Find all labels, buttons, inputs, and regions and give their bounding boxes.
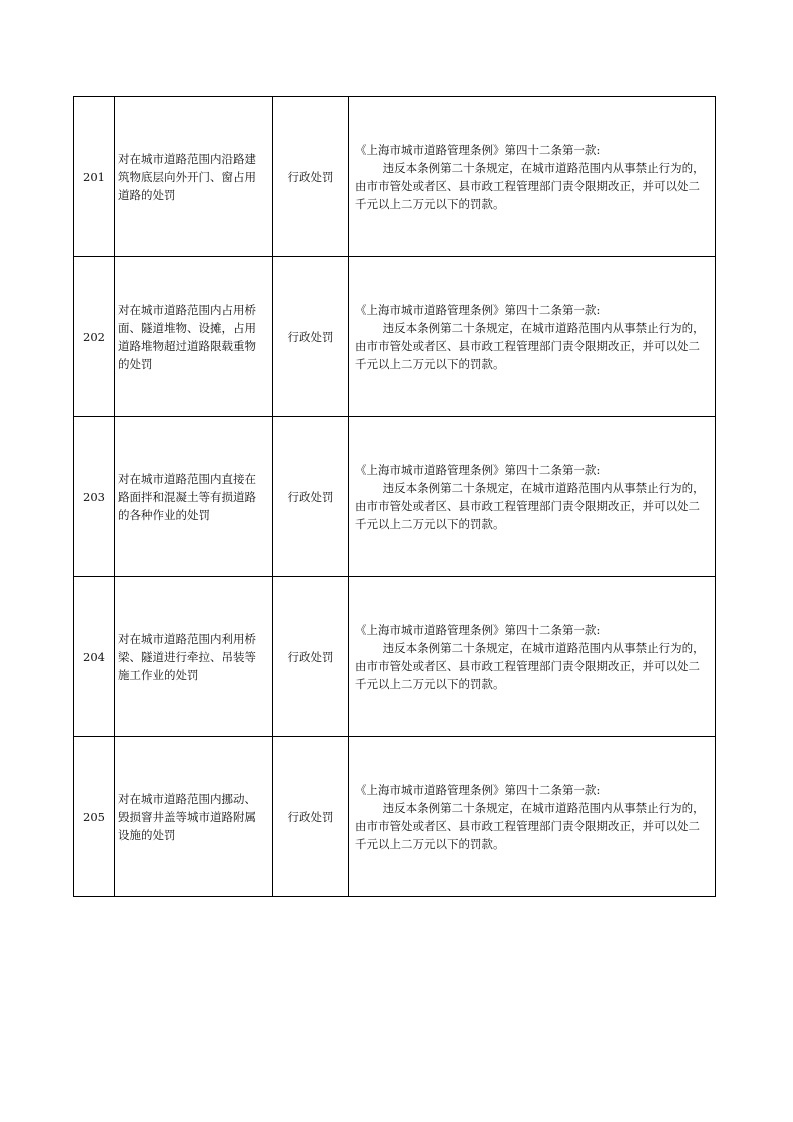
legal-basis: [349, 257, 716, 417]
basis-body: 违反本条例第二十条规定，在城市道路范围内从事禁止行为的，由市市管处或者区、县市政工程管理部门责令限期改正，并可以处二千元以上二万元以下的罚款。: [355, 160, 705, 211]
basis-title: 《上海市城市道路管理条例》第四十二条第一款:: [355, 462, 601, 477]
table-row: [74, 97, 716, 257]
basis-title: 《上海市城市道路管理条例》第四十二条第一款:: [355, 302, 601, 317]
item-name: 对在城市道路范围内占用桥面、隧道堆物、设摊，占用道路堆物超过道路限载重物的处罚: [115, 257, 273, 417]
row-number: 204: [74, 577, 115, 737]
basis-title: 《上海市城市道路管理条例》第四十二条第一款:: [355, 142, 601, 157]
item-type: 行政处罚: [273, 257, 349, 417]
basis-title: 《上海市城市道路管理条例》第四十二条第一款:: [355, 782, 601, 797]
item-type: 行政处罚: [273, 577, 349, 737]
basis-title: 《上海市城市道路管理条例》第四十二条第一款:: [355, 622, 601, 637]
table-row: [74, 577, 716, 737]
legal-basis: [349, 737, 716, 897]
item-type: 行政处罚: [273, 97, 349, 257]
penalty-table: [73, 96, 716, 897]
item-type: 行政处罚: [273, 737, 349, 897]
item-name: 对在城市道路范围内直接在路面拌和混凝土等有损道路的各种作业的处罚: [115, 417, 273, 577]
legal-basis: [349, 97, 716, 257]
item-name: 对在城市道路范围内利用桥梁、隧道进行牵拉、吊装等施工作业的处罚: [115, 577, 273, 737]
item-name: 对在城市道路范围内沿路建筑物底层向外开门、窗占用道路的处罚: [115, 97, 273, 257]
basis-body: 违反本条例第二十条规定，在城市道路范围内从事禁止行为的，由市市管处或者区、县市政工程管理部门责令限期改正，并可以处二千元以上二万元以下的罚款。: [355, 800, 705, 851]
row-number: 201: [74, 97, 115, 257]
item-name: 对在城市道路范围内挪动、毁损窨井盖等城市道路附属设施的处罚: [115, 737, 273, 897]
table-row: [74, 257, 716, 417]
basis-body: 违反本条例第二十条规定，在城市道路范围内从事禁止行为的，由市市管处或者区、县市政工程管理部门责令限期改正，并可以处二千元以上二万元以下的罚款。: [355, 480, 705, 531]
table-row: [74, 417, 716, 577]
item-type: 行政处罚: [273, 417, 349, 577]
table-row: [74, 737, 716, 897]
legal-basis: [349, 577, 716, 737]
legal-basis: [349, 417, 716, 577]
basis-body: 违反本条例第二十条规定，在城市道路范围内从事禁止行为的，由市市管处或者区、县市政工程管理部门责令限期改正，并可以处二千元以上二万元以下的罚款。: [355, 640, 705, 691]
row-number: 203: [74, 417, 115, 577]
row-number: 205: [74, 737, 115, 897]
basis-body: 违反本条例第二十条规定，在城市道路范围内从事禁止行为的，由市市管处或者区、县市政工程管理部门责令限期改正，并可以处二千元以上二万元以下的罚款。: [355, 320, 705, 371]
row-number: 202: [74, 257, 115, 417]
